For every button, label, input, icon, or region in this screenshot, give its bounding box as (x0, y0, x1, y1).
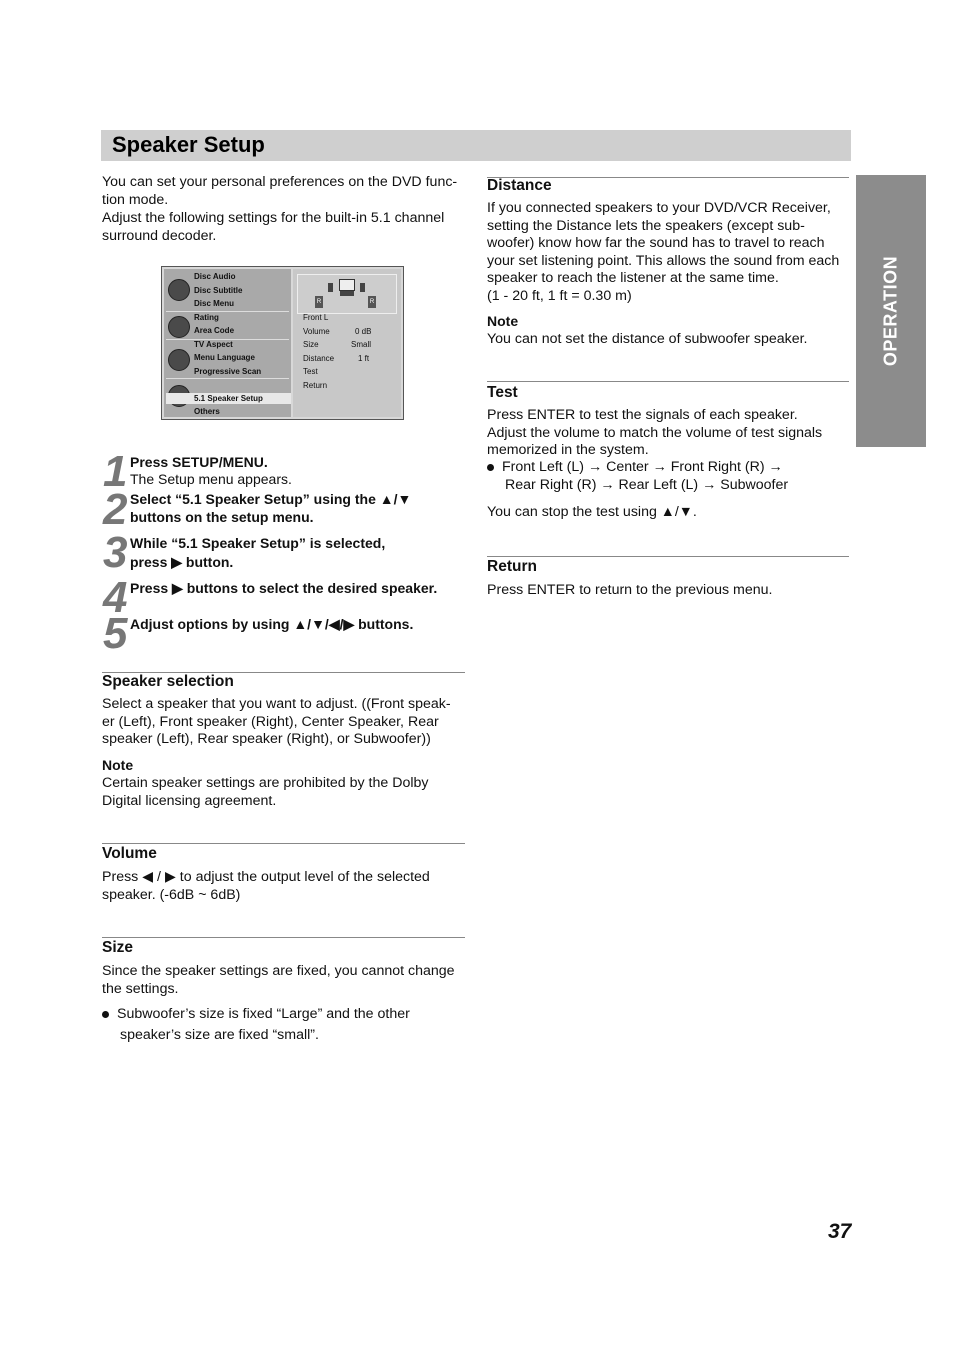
intro-text (102, 174, 472, 245)
speaker-selection-text (102, 696, 467, 749)
lock-icon (168, 316, 190, 338)
test-stop-text: You can stop the test using ▲/▼. (487, 504, 697, 520)
menu-item-disc-audio: Disc Audio (194, 272, 236, 281)
step-number: 5 (103, 609, 128, 658)
section-tab-label: OPERATION (880, 255, 901, 367)
test-text (487, 407, 852, 460)
note-text (487, 331, 852, 349)
section-heading-speaker-selection: Speaker selection (102, 673, 234, 690)
option-front-l: Front L (303, 313, 329, 322)
option-distance-label: Distance (303, 354, 335, 363)
page-number: 37 (828, 1220, 852, 1243)
text-line: (1 - 20 ft, 1 ft = 0.30 m) (487, 287, 632, 304)
center-speaker-icon (339, 279, 355, 291)
section-heading-return: Return (487, 558, 537, 575)
step-text: Press ▶ buttons to select the desired speaker. (130, 580, 438, 596)
volume-text (102, 869, 467, 904)
menu-category-panel (164, 269, 291, 417)
note-heading: Note (102, 757, 134, 773)
front-right-speaker-icon (360, 283, 365, 292)
speaker-diagram (297, 274, 397, 314)
menu-item-tv-aspect: TV Aspect (194, 340, 233, 349)
title-bar (101, 130, 851, 161)
option-distance-value: 1 ft (358, 354, 370, 363)
menu-item-others: Others (194, 407, 220, 416)
step-number: 4 (103, 573, 128, 622)
size-bullet (102, 1004, 472, 1046)
menu-options-panel (293, 269, 401, 417)
bullet-icon (487, 464, 494, 471)
front-left-speaker-icon (328, 283, 333, 292)
section-divider (102, 937, 465, 938)
text-line: er (Left), Front speaker (Right), Center Speaker, Rear (102, 713, 439, 730)
intro-line: You can set your personal preferences on the DVD func- (102, 174, 458, 190)
step-number: 1 (103, 447, 128, 496)
intro-line: surround decoder. (102, 227, 217, 244)
menu-item-disc-menu: Disc Menu (194, 299, 235, 308)
disc-icon (168, 279, 190, 301)
note-heading: Note (487, 313, 519, 329)
bullet-text: speaker’s size are fixed “small”. (120, 1027, 319, 1043)
text-line: speaker. (-6dB ~ 6dB) (102, 886, 241, 903)
text-line: speaker to reach the listener at the same time. (487, 270, 779, 286)
step-text: Select “5.1 Speaker Setup” using the ▲/▼ (130, 491, 412, 507)
menu-divider (166, 311, 289, 312)
text-line: speaker (Left), Rear speaker (Right), or Subwoofer)) (102, 731, 431, 747)
menu-item-menu-language: Menu Language (194, 353, 255, 362)
option-size-label: Size (303, 340, 319, 349)
step-text: Adjust options by using ▲/▼/◀/▶ buttons. (130, 616, 414, 632)
section-tab-operation (856, 175, 926, 447)
page-title: Speaker Setup (112, 132, 265, 157)
option-volume-value: 0 dB (355, 327, 372, 336)
intro-line: Adjust the following settings for the built-in 5.1 channel (102, 210, 445, 226)
text-line: Select a speaker that you want to adjust. ((Front speak- (102, 696, 451, 712)
bullet-icon (102, 1011, 109, 1018)
menu-item-speaker-setup: 5.1 Speaker Setup (194, 394, 263, 403)
return-text: Press ENTER to return to the previous menu. (487, 582, 773, 598)
intro-line: tion mode. (102, 191, 169, 208)
listener-icon (340, 291, 354, 296)
option-return: Return (303, 381, 328, 390)
menu-item-disc-subtitle: Disc Subtitle (194, 286, 243, 295)
test-bullet (487, 459, 852, 494)
text-line: Press ◀ / ▶ to adjust the output level of the selected (102, 869, 430, 885)
section-divider (487, 381, 849, 382)
text-line: Digital licensing agreement. (102, 792, 277, 809)
text-line: the settings. (102, 980, 179, 997)
section-divider (102, 843, 465, 844)
text-line: You can not set the distance of subwoofer speaker. (487, 331, 808, 347)
rear-right-speaker-icon: R (315, 296, 323, 308)
step-text: While “5.1 Speaker Setup” is selected, (130, 535, 386, 551)
rear-left-speaker-icon: R (368, 296, 376, 308)
text-line: Since the speaker settings are fixed, you cannot change (102, 963, 455, 979)
step-text: buttons on the setup menu. (130, 509, 314, 525)
section-heading-test: Test (487, 384, 518, 401)
section-heading-size: Size (102, 939, 134, 956)
text-line: setting the Distance lets the speakers (except sub- (487, 217, 805, 234)
tv-icon (168, 349, 190, 371)
menu-item-area-code: Area Code (194, 326, 235, 335)
text-line: woofer) know how far the sound has to travel to reach (487, 235, 825, 251)
setup-menu-screenshot (161, 266, 404, 420)
step-text: Press SETUP/MENU. (130, 454, 268, 470)
bullet-text: Rear Right (R) → Rear Left (L) → Subwoofer (505, 476, 789, 493)
text-line: your set listening point. This allows the sound from each (487, 252, 840, 269)
section-heading-distance: Distance (487, 177, 552, 194)
step-number: 3 (103, 528, 128, 577)
text-line: memorized in the system. (487, 442, 649, 458)
bullet-text: Front Left (L) → Center → Front Right (R) → (502, 459, 783, 475)
text-line: Press ENTER to test the signals of each speaker. (487, 407, 798, 423)
text-line: If you connected speakers to your DVD/VCR Receiver, (487, 200, 831, 216)
menu-item-rating: Rating (194, 313, 219, 322)
bullet-text: Subwoofer’s size is fixed “Large” and the other (117, 1006, 410, 1022)
step-text: press ▶ button. (130, 554, 234, 570)
menu-divider (166, 378, 289, 379)
text-line: Certain speaker settings are prohibited by the Dolby (102, 775, 429, 791)
step-number: 2 (103, 485, 128, 534)
size-text (102, 963, 472, 998)
option-size-value: Small (351, 340, 372, 349)
section-heading-volume: Volume (102, 845, 157, 862)
section-divider (487, 556, 849, 557)
option-test: Test (303, 367, 318, 376)
option-volume-label: Volume (303, 327, 330, 336)
distance-text (487, 200, 852, 305)
step-subtext: The Setup menu appears. (130, 471, 292, 487)
note-text (102, 775, 467, 810)
text-line: Adjust the volume to match the volume of test signals (487, 424, 823, 441)
menu-item-progressive-scan: Progressive Scan (194, 367, 262, 376)
